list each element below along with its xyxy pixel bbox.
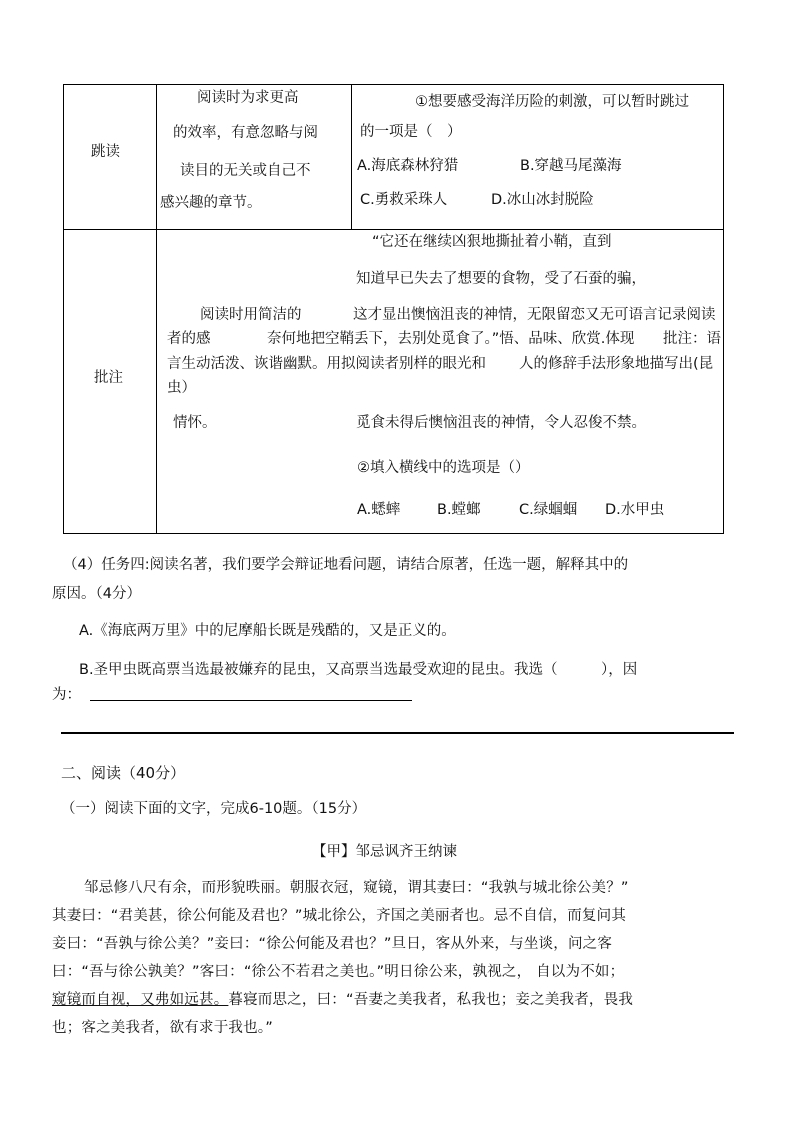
section-separator: [61, 732, 734, 734]
table-row-divider: [63, 229, 723, 230]
row2-text: 阅读时用简洁的: [200, 307, 302, 323]
row1-question-line: ①想要感受海洋历险的刺激，可以暂时跳过: [415, 94, 689, 110]
row1-desc-line: 阅读时为求更高: [197, 90, 299, 106]
passage-text: 暮寝而思之，曰：“吾妻之美我者，私我也；妾之美我者，畏我: [228, 992, 634, 1008]
answer-blank-line[interactable]: [90, 700, 412, 701]
row2-text: 者的感: [167, 331, 211, 347]
row1-desc-line: 的效率，有意忽略与阅: [173, 125, 318, 141]
table-border-right: [723, 84, 724, 534]
row2-option-a: A.蟋蟀: [357, 502, 401, 518]
row2-method: 批注: [94, 370, 123, 386]
row1-desc-line: 感兴趣的章节。: [160, 195, 262, 211]
row2-quote-line: “它还在继续凶狠地撕扯着小鞘，直到: [372, 234, 612, 250]
row2-option-c: C.绿蝈蝈: [519, 502, 578, 518]
row2-option-b: B.螳螂: [437, 502, 481, 518]
row2-text: 这才显出懊恼沮丧的神情，无限留恋又无可语言记录阅读: [353, 307, 716, 323]
row2-text: 虫）: [167, 380, 196, 396]
passage-line: 妾曰：“吾孰与徐公美？”妾曰：“徐公何能及君也？”旦日，客从外来，与坐谈，问之客: [52, 936, 613, 952]
passage-title: 【甲】邹忌讽齐王纳谏: [312, 844, 457, 860]
row1-option-c: C.勇救采珠人: [360, 192, 448, 208]
section-heading: 二、阅读（40分）: [61, 764, 186, 782]
row2-quote-line: 知道早已失去了想要的食物，受了石蚕的骗，: [356, 271, 646, 287]
section-subheading: （一）阅读下面的文字，完成6-10题。（15分）: [61, 801, 367, 817]
row1-desc-line: 读目的无关或自己不: [180, 163, 311, 179]
passage-line: 其妻曰：“君美甚，徐公何能及君也？”城北徐公，齐国之美丽者也。忌不自信，而复问其: [52, 908, 627, 924]
row1-option-b: B.穿越马尾藻海: [520, 158, 622, 174]
task4-option-b-cont: 为：: [52, 687, 81, 703]
row2-text: 觅食未得后懊恼沮丧的神情，令人忍俊不禁。: [356, 415, 646, 431]
passage-line: 也；客之美我者，欲有求于我也。”: [52, 1020, 273, 1036]
row1-method: 跳读: [91, 144, 120, 160]
task4-option-a: A.《海底两万里》中的尼摩船长既是残酷的，又是正义的。: [79, 623, 456, 639]
passage-line: 曰：“吾与徐公孰美？”客曰：“徐公不若君之美也。”明日徐公来，孰视之， 自以为不如；: [52, 964, 625, 980]
row2-text: 人的修辞手法形象地描写出(昆: [519, 356, 714, 372]
row2-text: 情怀。: [173, 415, 217, 431]
row2-option-d: D.水甲虫: [605, 502, 665, 518]
table-border-left: [63, 84, 64, 534]
passage-line: 邹忌修八尺有余，而形貌昳丽。朝服衣冠，窥镜，谓其妻曰：“我孰与城北徐公美？”: [84, 880, 629, 896]
row2-text: 批注：语: [663, 331, 721, 347]
row1-option-d: D.冰山冰封脱险: [491, 192, 594, 208]
table-col-divider-row1: [351, 84, 352, 229]
underlined-sentence: 窥镜而自视，又弗如远甚。: [52, 992, 229, 1008]
row2-text: 言生动活泼、诙谐幽默。用拟阅读者别样的眼光和: [167, 356, 486, 372]
table-col-divider: [156, 84, 157, 534]
passage-line: [52, 988, 633, 1009]
table-border-top: [63, 84, 723, 85]
row2-question: ②填入横线中的选项是（）: [357, 460, 530, 476]
row1-question-line: 的一项是（ ）: [360, 124, 462, 140]
task4-prompt: （4）任务四:阅读名著，我们要学会辩证地看问题，请结合原著，任选一题，解释其中的: [63, 557, 629, 573]
row2-text: 奈何地把空鞘丢下，去别处觅食了。”悟、品味、欣赏.体现: [267, 331, 635, 347]
row1-option-a: A.海底森林狩猎: [357, 158, 459, 174]
task4-prompt-cont: 原因。（4分）: [52, 586, 141, 602]
task4-option-b: B.圣甲虫既高票当选最被嫌弃的昆虫，又高票当选最受欢迎的昆虫。我选（ ），因: [79, 662, 638, 678]
table-border-bottom: [63, 533, 723, 534]
